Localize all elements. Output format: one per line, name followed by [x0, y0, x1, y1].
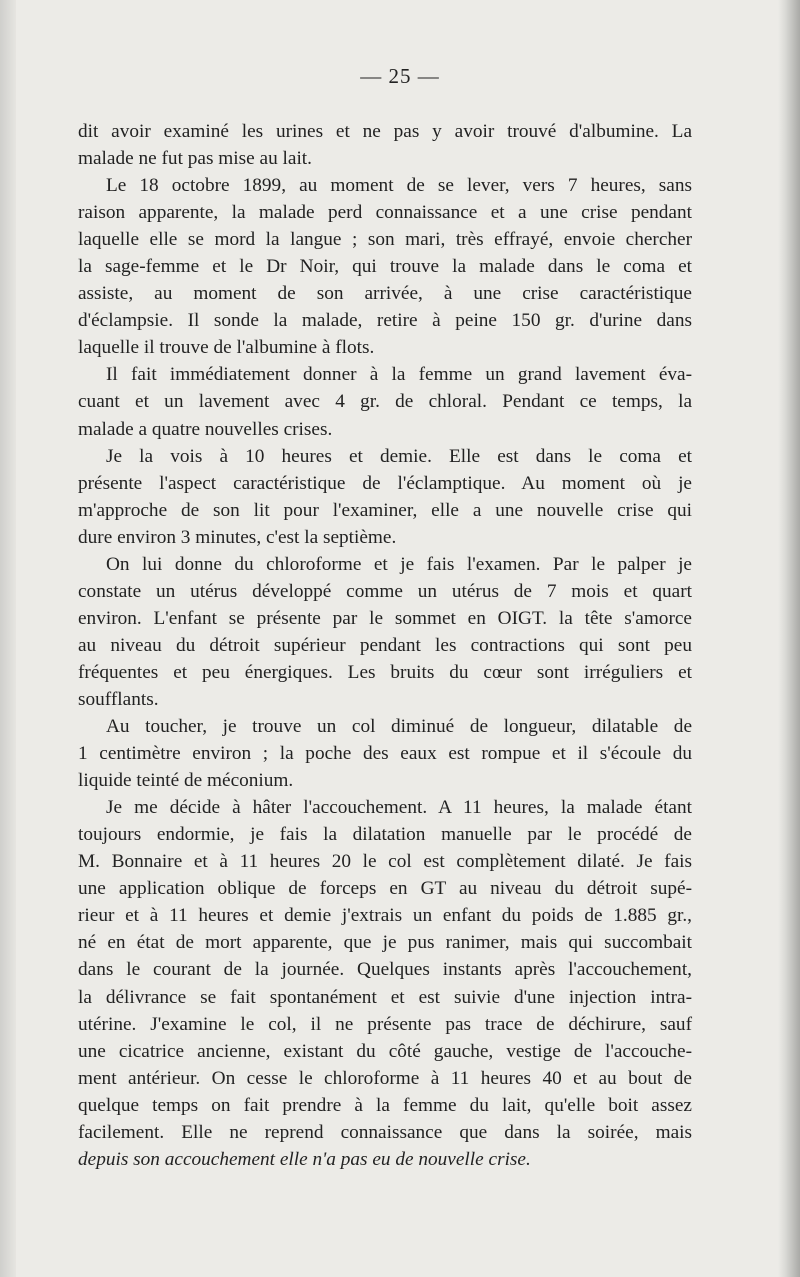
- text-line: laquelle elle se mord la langue ; son mari, très effrayé, envoie chercher: [78, 229, 692, 251]
- text-line: laquelle il trouve de l'albumine à flots.: [78, 337, 375, 359]
- text-line: rieur et à 11 heures et demie j'extrais un enfant du poids de 1.885 gr.,: [78, 905, 692, 927]
- page-edge-left: [0, 0, 16, 1277]
- text-line: Je la vois à 10 heures et demie. Elle est dans le coma et: [106, 445, 692, 467]
- text-line: Au toucher, je trouve un col diminué de longueur, dilatable de: [106, 716, 692, 738]
- text-line: M. Bonnaire et à 11 heures 20 le col est complètement dilaté. Je fais: [78, 851, 692, 873]
- text-line: Il fait immédiatement donner à la femme un grand lavement éva-: [106, 364, 692, 386]
- text-line: facilement. Elle ne reprend connaissance que dans la soirée, mais: [78, 1121, 692, 1143]
- text-line: malade a quatre nouvelles crises.: [78, 418, 333, 440]
- text-line: soufflants.: [78, 688, 159, 710]
- text-line: On lui donne du chloroforme et je fais l'examen. Par le palper je: [106, 553, 692, 575]
- text-line: Le 18 octobre 1899, au moment de se lever, vers 7 heures, sans: [106, 175, 692, 197]
- text-line: présente l'aspect caractéristique de l'éclamptique. Au moment où je: [78, 472, 692, 494]
- text-line: la sage-femme et le Dr Noir, qui trouve la malade dans le coma et: [78, 256, 692, 278]
- text-line: dans le courant de la journée. Quelques instants après l'accouchement,: [78, 959, 692, 981]
- text-line: constate un utérus développé comme un utérus de 7 mois et quart: [78, 580, 692, 602]
- text-line: utérine. J'examine le col, il ne présente pas trace de déchirure, sauf: [78, 1013, 692, 1035]
- text-line: une application oblique de forceps en GT au niveau du détroit supé-: [78, 878, 692, 900]
- text-line: liquide teinté de méconium.: [78, 770, 294, 792]
- text-line: Je me décide à hâter l'accouchement. A 11 heures, la malade étant: [106, 797, 692, 819]
- text-line: né en état de mort apparente, que je pus ranimer, mais qui succombait: [78, 932, 692, 954]
- text-line: raison apparente, la malade perd connaissance et a une crise pendant: [78, 202, 692, 224]
- text-line: toujours endormie, je fais la dilatation manuelle par le procédé de: [78, 824, 692, 846]
- text-line: quelque temps on fait prendre à la femme du lait, qu'elle boit assez: [78, 1094, 692, 1116]
- text-line: environ. L'enfant se présente par le sommet en OIGT. la tête s'amorce: [78, 607, 692, 629]
- text-line: m'approche de son lit pour l'examiner, elle a une nouvelle crise qui: [78, 499, 692, 521]
- text-line: depuis son accouchement elle n'a pas eu de nouvelle crise.: [78, 1148, 531, 1170]
- text-line: la délivrance se fait spontanément et est suivie d'une injection intra-: [78, 986, 692, 1008]
- text-line: dit avoir examiné les urines et ne pas y avoir trouvé d'albumine. La: [78, 121, 692, 142]
- text-line: 1 centimètre environ ; la poche des eaux est rompue et il s'écoule du: [78, 743, 692, 765]
- text-line: d'éclampsie. Il sonde la malade, retire à peine 150 gr. d'urine dans: [78, 310, 692, 332]
- text-line: au niveau du détroit supérieur pendant les contractions qui sont peu: [78, 634, 692, 656]
- text-line: malade ne fut pas mise au lait.: [78, 148, 312, 170]
- text-line: fréquentes et peu énergiques. Les bruits du cœur sont irréguliers et: [78, 661, 692, 683]
- page-edge-right: [778, 0, 800, 1277]
- page-number: — 25 —: [360, 64, 440, 88]
- text-line: dure environ 3 minutes, c'est la septième.: [78, 526, 397, 548]
- text-line: ment antérieur. On cesse le chloroforme à 11 heures 40 et au bout de: [78, 1067, 692, 1089]
- text-line: assiste, au moment de son arrivée, à une crise caractéristique: [78, 283, 692, 305]
- body-text: [78, 118, 692, 1173]
- text-line: une cicatrice ancienne, existant du côté gauche, vestige de l'accouche-: [78, 1040, 692, 1062]
- text-line: cuant et un lavement avec 4 gr. de chloral. Pendant ce temps, la: [78, 391, 692, 413]
